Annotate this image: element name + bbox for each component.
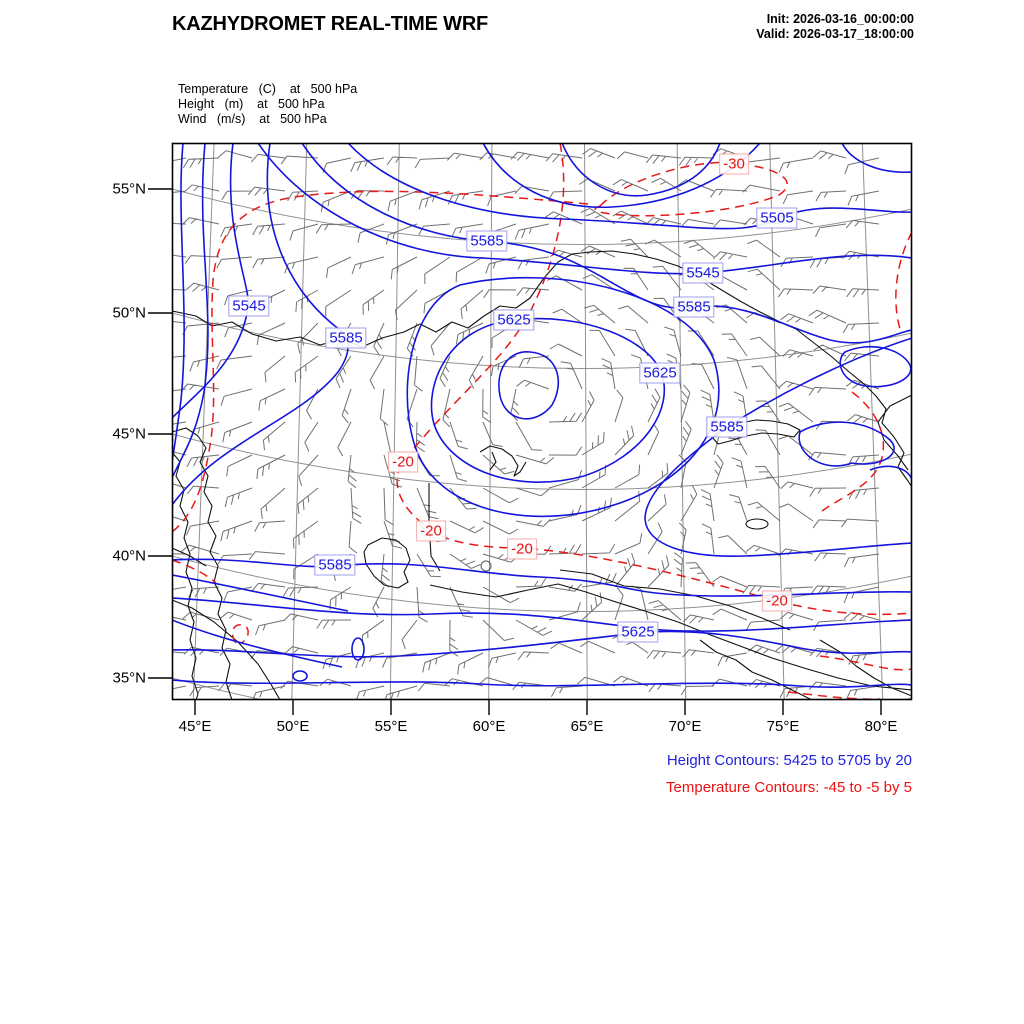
height-contour xyxy=(431,319,664,483)
y-tick-label: 55°N xyxy=(112,180,146,198)
temp-contour-label: -20 xyxy=(388,452,418,473)
temp-contour-label: -20 xyxy=(416,521,446,542)
valid-time: Valid: 2026-03-17_18:00:00 xyxy=(756,27,914,41)
y-tick-label: 35°N xyxy=(112,669,146,687)
init-time: Init: 2026-03-16_00:00:00 xyxy=(766,12,914,26)
x-tick-label: 60°E xyxy=(472,718,506,735)
height-contour-closed xyxy=(293,671,307,681)
aral-sea-outline xyxy=(480,446,526,476)
height-contour-label: 5625 xyxy=(639,363,680,384)
height-contour xyxy=(172,143,348,505)
latlon-grid xyxy=(172,143,912,734)
parallel-line xyxy=(172,313,912,369)
x-tick-label: 80°E xyxy=(864,718,898,735)
east-border xyxy=(878,395,912,470)
height-contour xyxy=(172,620,342,667)
field-legend-temperature: Temperature (C) at 500 hPa xyxy=(178,82,358,96)
page-title: KAZHYDROMET REAL-TIME WRF xyxy=(172,13,489,35)
height-contour-label: 5585 xyxy=(466,231,507,252)
temp-contour-label: -20 xyxy=(507,539,537,560)
height-contour xyxy=(840,347,911,387)
country-border xyxy=(172,251,912,487)
height-contour-label: 5545 xyxy=(682,263,723,284)
x-tick-label: 55°E xyxy=(374,718,408,735)
height-contour-label: 5545 xyxy=(228,296,269,317)
field-legend-wind: Wind (m/s) at 500 hPa xyxy=(178,112,327,126)
x-tick-label: 65°E xyxy=(570,718,604,735)
parallel-line xyxy=(172,434,912,490)
axis-ticks xyxy=(148,189,881,715)
temp-contour xyxy=(896,232,912,332)
field-legend-height: Height (m) at 500 hPa xyxy=(178,97,325,111)
height-contour xyxy=(172,598,912,631)
height-contour-label: 5585 xyxy=(706,417,747,438)
height-contour xyxy=(302,143,912,343)
parallel-line xyxy=(172,189,912,245)
height-contour-note: Height Contours: 5425 to 5705 by 20 xyxy=(666,752,912,769)
meridian-line xyxy=(390,143,399,700)
issyk-kul-outline xyxy=(746,519,768,529)
lake-outline xyxy=(364,538,410,588)
height-contour xyxy=(842,143,912,172)
height-contour-label: 5585 xyxy=(314,555,355,576)
southern-border xyxy=(430,584,912,690)
height-contour-label: 5625 xyxy=(617,622,658,643)
y-tick-label: 45°N xyxy=(112,425,146,443)
temp-contour-note: Temperature Contours: -45 to -5 by 5 xyxy=(666,779,912,796)
temp-contour-label: -20 xyxy=(762,591,792,612)
y-tick-label: 40°N xyxy=(112,547,146,565)
temp-contour xyxy=(820,656,912,670)
height-contour-label: 5585 xyxy=(673,297,714,318)
x-tick-label: 45°E xyxy=(178,718,212,735)
height-contour-label: 5505 xyxy=(756,208,797,229)
height-contour-label: 5585 xyxy=(325,328,366,349)
height-contour xyxy=(645,338,912,556)
x-tick-label: 75°E xyxy=(766,718,800,735)
x-tick-label: 70°E xyxy=(668,718,702,735)
height-contour xyxy=(172,559,912,596)
x-tick-label: 50°E xyxy=(276,718,310,735)
height-contour-label: 5625 xyxy=(493,310,534,331)
temp-contour xyxy=(788,692,880,699)
temp-contour-label: -30 xyxy=(719,154,749,175)
y-tick-label: 50°N xyxy=(112,304,146,322)
